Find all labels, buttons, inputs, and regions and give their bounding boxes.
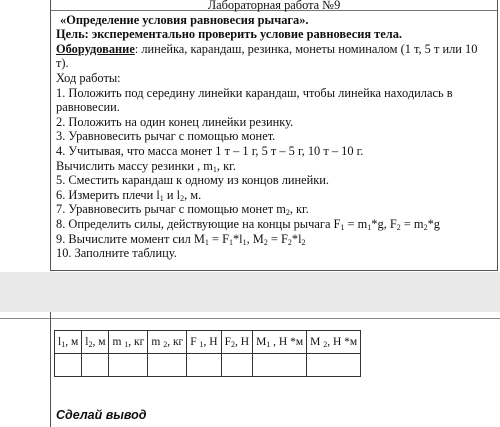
step-8: 8. Определить силы, действующие на концы рычага $F_1 = m_1*g$, $F_2 = m_2*g$ (56, 216, 440, 232)
table-cell[interactable] (55, 354, 82, 377)
lab-goal: Цель: эксперементально проверить условие равновесия тела. (56, 27, 403, 42)
step-10: 10. Заполните таблицу. (56, 246, 177, 261)
header-m1: m $_1$, кг (109, 331, 148, 354)
step-4: 4. Учитывая, что масса монет 1 т – 1 г, 5 т – 5 г, 10 т – 10 г. (56, 143, 364, 158)
step-1: 1. Положить под середину линейки карандаш, чтобы линейка находилась в равновесии. (56, 85, 453, 115)
step-5: 5. Сместить карандаш к одному из концов линейки. (56, 173, 330, 188)
page-top-rule (0, 318, 500, 319)
table-cell[interactable] (109, 354, 148, 377)
table-cell[interactable] (82, 354, 109, 377)
equipment-line (56, 42, 492, 71)
table-cell[interactable] (187, 354, 221, 377)
step-9: 9. Вычислите момент сил $M_1 = F_1*l_1$, $M_2 = F_2*l_2$ (56, 231, 306, 247)
step-2: 2. Положить на один конец линейки резинку. (56, 114, 294, 129)
equipment-label: Оборудование (56, 41, 135, 56)
page-left-rule (50, 312, 51, 427)
header-f2: $F_2$, Н (221, 331, 252, 354)
header-l2: $l_2$, м (82, 331, 109, 354)
table-cell[interactable] (221, 354, 252, 377)
header-m2: m $_2$, кг (148, 331, 187, 354)
lab-subtitle: «Определение условия равновесия рычага». (60, 12, 309, 27)
step-3: 3. Уравновесить рычаг с помощью монет. (56, 129, 276, 144)
worksheet-lower-page (0, 312, 500, 427)
table-cell[interactable] (148, 354, 187, 377)
instructions-text (56, 0, 492, 261)
table-cell[interactable] (307, 354, 361, 377)
header-l1: $l_1$, м (55, 331, 82, 354)
procedure-heading: Ход работы: (56, 70, 121, 85)
lab-title: Лабораторная работа №9 (207, 0, 341, 12)
table-row (55, 354, 361, 377)
equipment-text: : линейка, карандаш, резинка, монеты номиналом (1 т, 5 т или 10 т). (56, 41, 478, 71)
step-4-mass: Вычислить массу резинки , $m_1$, кг. (56, 158, 236, 174)
step-6: 6. Измерить плечи $l_1$ и $l_2$, м. (56, 187, 202, 203)
table-cell[interactable] (253, 354, 307, 377)
results-table (54, 330, 361, 377)
step-7: 7. Уравновесить рычаг с помощью монет $m_2$, кг. (56, 202, 309, 218)
table-header-row (55, 331, 361, 354)
header-f1: F $_1$, Н (187, 331, 221, 354)
header-moment1: $M_1$ , Н *м (253, 331, 307, 354)
conclusion-prompt: Сделай вывод (56, 408, 147, 422)
header-moment2: M $_2$, Н *м (307, 331, 361, 354)
